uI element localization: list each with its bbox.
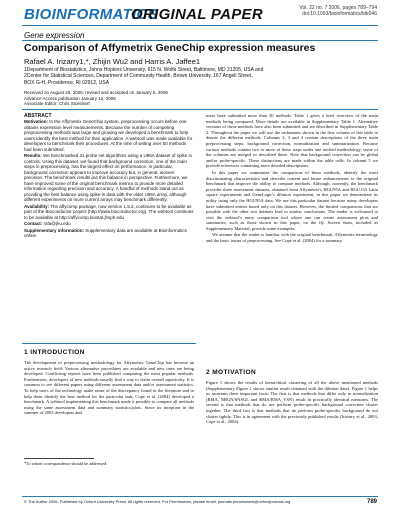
- paper-title: Comparison of Affymetrix GeneChip expression measures: [24, 42, 316, 54]
- abstract-results: [24, 153, 194, 203]
- dates-block: [24, 90, 380, 107]
- right-column-body: [206, 113, 378, 245]
- right-paragraph-3: We assume that the reader is familiar with the original benchmark, Affymetrix terminology and the basic issues of preprocessing. See Cope et al. (2004) for a summary.: [206, 232, 378, 244]
- copyright-notice: © The Author 2006. Published by Oxford University Press. All rights reserved. For Permissions, please email: journals.permissions@oxfordjournals.org: [24, 499, 291, 504]
- supp-label: Supplementary information:: [24, 227, 85, 233]
- abstract-heading: ABSTRACT: [24, 113, 52, 119]
- volume-info: Vol. 22 no. 7 2006, pages 789–794: [299, 5, 377, 11]
- abstract-body: [24, 119, 194, 240]
- contact-label: Contact:: [24, 221, 43, 226]
- motivation-heading: 2 MOTIVATION: [206, 369, 257, 376]
- footnote-rule: [24, 458, 94, 459]
- results-text: We benchmarked 31 probe set algorithms using a U95A dataset of spike in controls. Using this dataset, we found that background correction, one of the main steps in preprocessing, has the largest effect on performance. In particular, background correction appears to improve accuracy but, in general, worsen precision. The benchmark results put this balance in perspective. Furthermore, we have improved some of the original benchmark metrics to provide more detailed information regarding precision and accuracy. A handful of methods stand out as providing the best balance using spike-in data with the older U95A array, although different experiments on more current arrays may benchmark differently.: [24, 153, 193, 202]
- header-rule: [22, 25, 378, 26]
- abstract-contact: [24, 221, 194, 227]
- affiliation-2: 2Center for Statistical Sciences, Department of Community Health, Brown University, 167 Angell Street,: [24, 73, 253, 80]
- section-rule: [22, 40, 378, 41]
- abstract-availability: [24, 204, 194, 221]
- affiliation-3: BOX G-H, Providence, RI 02912, USA: [24, 79, 110, 86]
- motivation-text: In the Affymetrix GeneChip system, preprocessing occurs before one obtains expression level measurements. Because the number of competing preprocessing methods was large and growing we developed a benchmark to help users identify the best method for their application. A webtool was made available for developers to benchmark their procedures. At the time of writing over 50 methods had been submitted.: [24, 119, 193, 152]
- section-label: Gene expression: [24, 31, 85, 40]
- intro-body: The development of preprocessing methodology for Affymetrix GeneChip has become an active research field. Various alternative procedures are available and new ones are being developed. Conflicting reports have been published comparing the most popular methods. Furthermore, developers of new methods usually find a way to claim overall superiority. It is common to see different papers using different assessment data and/or assessment statistics. To help users of the technology make sense of the discrepancy found in the literature and to help them identify the best method for the particular task, Cope et al. (2004) developed a benchmark. A webtool implementing this benchmark made it possible to compare all methods using the same assessment data and summary statistics/plots. Since its inception in the summer of 2003 developers and: [24, 360, 194, 416]
- doi[interactable]: doi:10.1093/bioinformatics/btk046: [302, 11, 377, 17]
- abstract-top-rule: [22, 109, 378, 110]
- footnote: *To whom correspondence should be addressed.: [24, 461, 108, 466]
- intro-rule: [22, 343, 196, 344]
- affiliation-1: 1Department of Biostatistics, Johns Hopkins University, 615 N. Wolfe Street, Baltimore, MD 21205, USA and: [24, 67, 264, 73]
- right-paragraph-1: users have submitted more than 30 methods. Table 1 gives a brief overview of the main methods being compared. More details are available in Supplementary Table 1. Alternative versions of these methods have also been submitted and are described in Supplementary Table 2. Throughout the paper we will use the nicknames shown in the first column of this table to denote the different methods. Columns 2, 3 and 4 contain descriptions of the three main preprocessing steps: background correction, normalization and summarization. Because various methods contain two or more of these steps under one unified methodology, some of the columns are merged to described these. Note that background correction can be global and/or probe-specific. These distinctions are made within the table cells. In column 5 we provide references containing more detailed descriptions.: [206, 113, 378, 169]
- results-label: Results:: [24, 153, 42, 158]
- supp-text: Supplementary data are available at Bioinformatics online.: [24, 227, 187, 238]
- associate-editor: Associate Editor: Chris Stoeckert: [24, 101, 90, 106]
- page-number: 789: [366, 499, 377, 505]
- affiliations: [24, 67, 380, 86]
- paper-type: ORIGINAL PAPER: [131, 6, 263, 23]
- contact-email[interactable]: rafa@jhu.edu: [43, 221, 71, 226]
- motivation-label: Motivation:: [24, 119, 48, 124]
- abstract-supplementary: [24, 228, 194, 239]
- abstract-motivation: [24, 119, 194, 152]
- intro-heading: 1 INTRODUCTION: [24, 349, 85, 356]
- footer-rule: [22, 496, 378, 497]
- authors: Rafael A. Irizarry1,*, Zhijin Wu2 and Harris A. Jaffee1: [24, 57, 201, 66]
- availability-label: Availability:: [24, 203, 50, 209]
- volume-info-block: [299, 5, 377, 17]
- received-date: Received on August 25, 2005; revised and accepted on January 5, 2006: [24, 90, 168, 95]
- right-paragraph-2: In this paper we summarize the comparison of these methods, identify the most discriminating characteristics and describe current and future enhancements to the original benchmark that improve the ability to compare methods. Although, currently, the benchmark provides three assessment datasets, obtained from Affymetrix's HGU95A and HGU133 Latin square experiments and GeneLogic's dilution experiment, in this paper we demonstrate its utility using only the HGU95A data. We use this particular dataset because many developers have submitted entries based only on this dataset. However, the limited comparisons that are possible with the other two datasets lead to similar conclusions. The reader is welcomed to visit the webtool's entry comparison tool where one can create assessment plots and summaries, such as those shown in this paper, on the fly. Screen shots, included as Supplementary Material, provide some examples.: [206, 169, 378, 231]
- availability-text[interactable]: The affycomp package, now version 1.5.2, continues to be available as part of the Bioconductor project (http://www.bioconductor.org). The webtool continues to be available at http://affycomp.biostat.jhsph.edu: [24, 203, 194, 220]
- journal-name: BIOINFORMATICS: [24, 6, 158, 23]
- motivation-body: Figure 1 shows the results of hierarchical clustering of all the above mentioned methods (Supplementary Figure 1 shows similar result obtained with the dilution data). Figure 1 helps us ascertain three important facts: The first is that methods that differ only in normalization (RMA, NBGN/SNSGL and RMA/RMA_VSN) result in practically identical measures. The second is that methods that do not perform probe-specific background correction cluster together. The third fact is that methods that do perform probe-specific background do not cluster tightly. This is in agreement with the previously published results (Irizarry et al., 2003; Cope et al., 2004).: [206, 380, 378, 425]
- advance-access: Advance Access publication January 12, 2006: [24, 95, 116, 101]
